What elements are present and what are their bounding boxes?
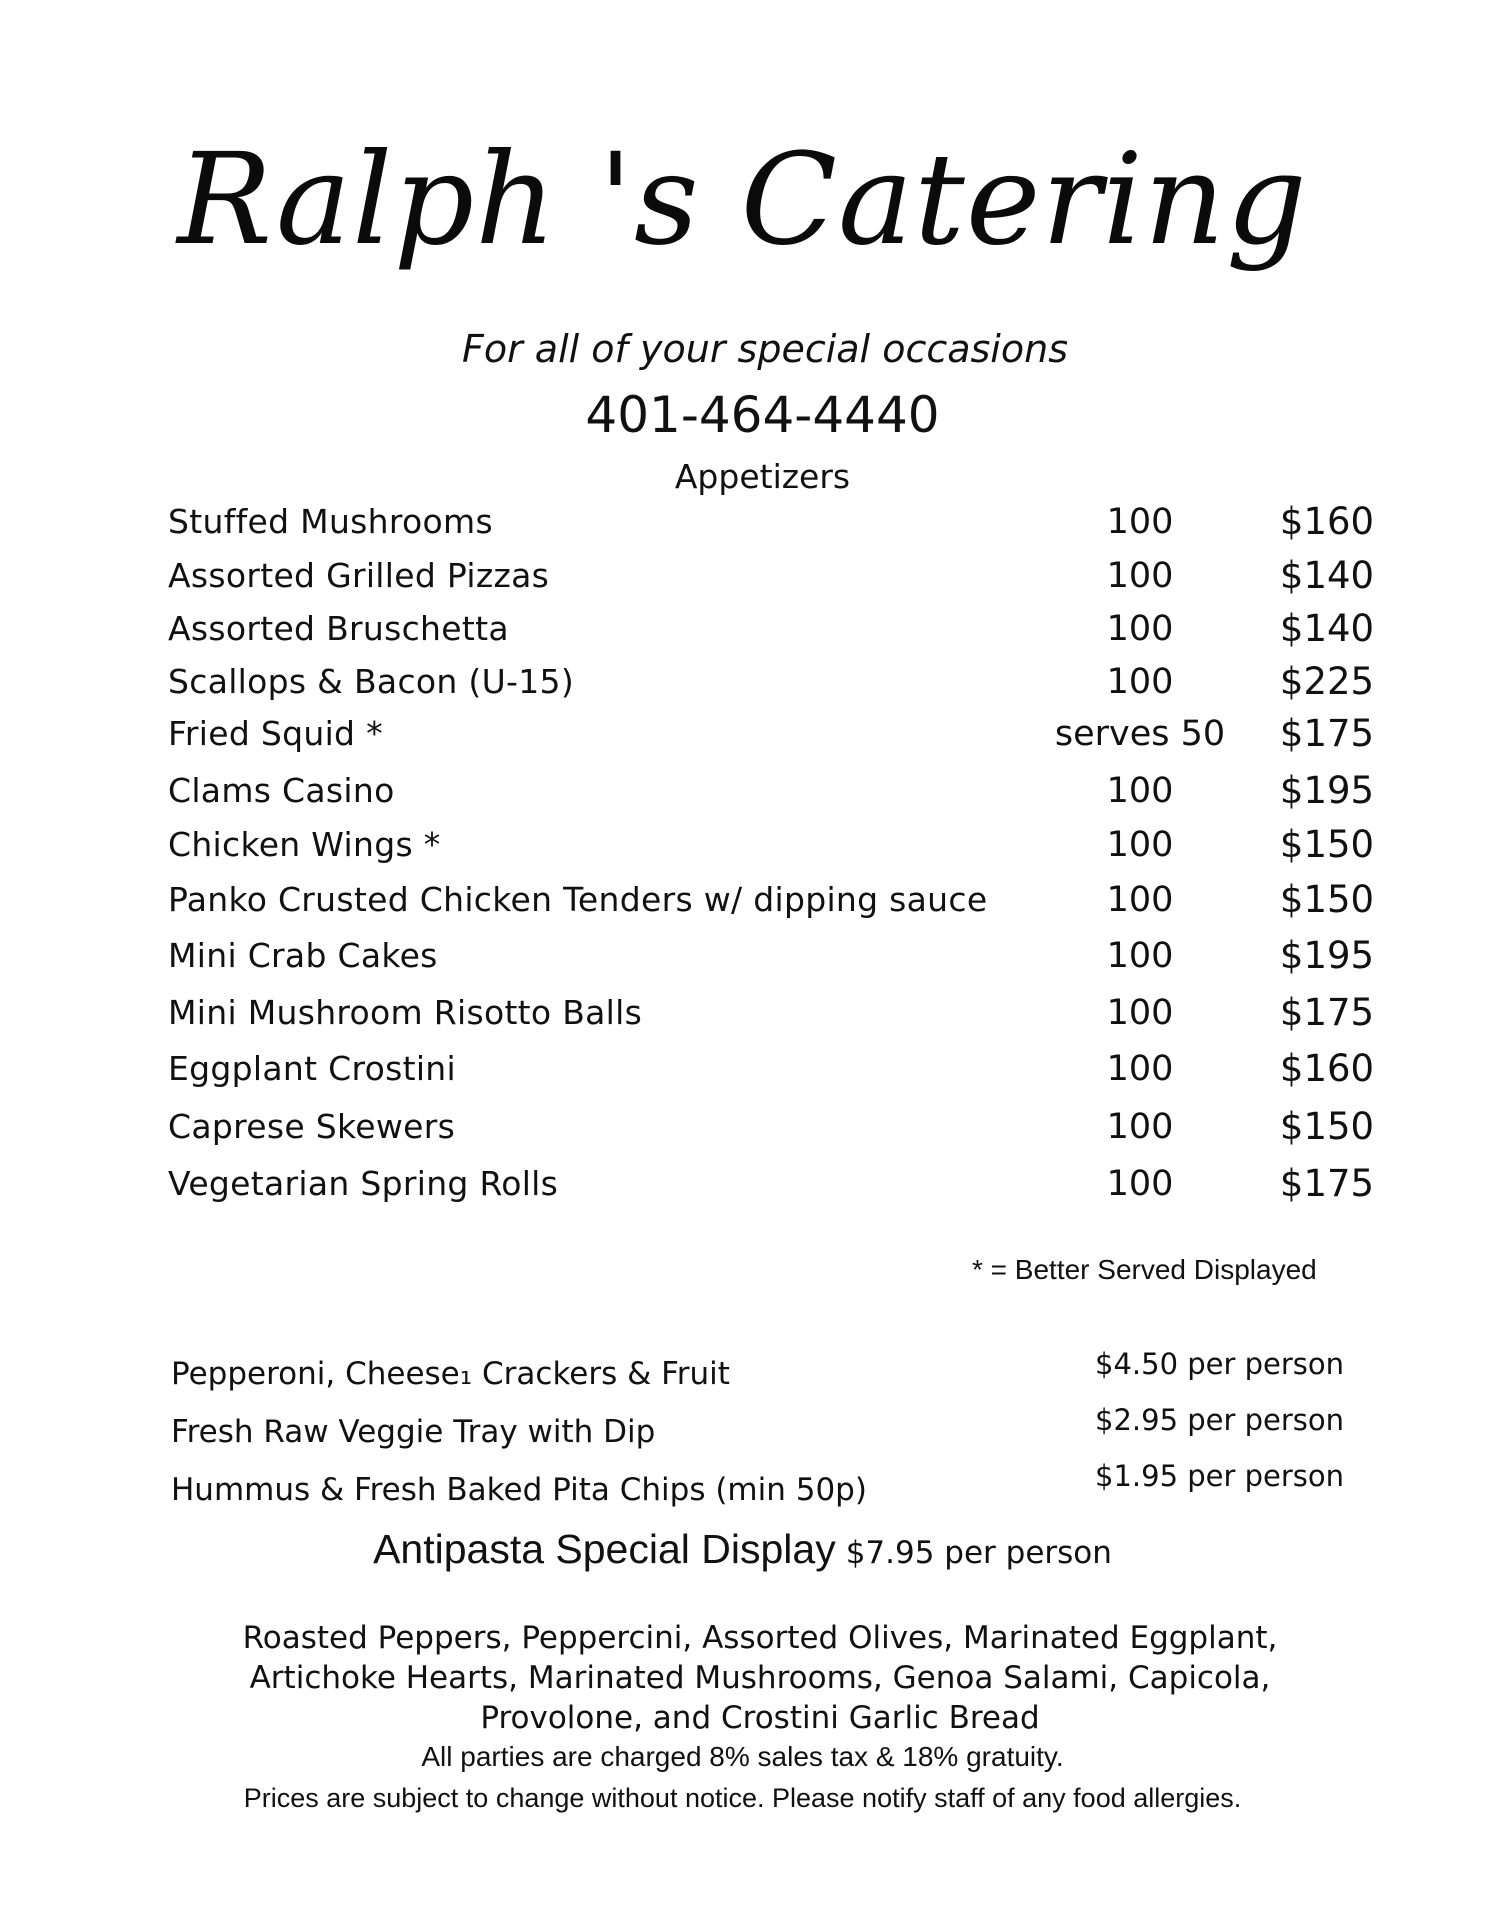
item-price: $150 <box>1279 878 1375 921</box>
item-quantity: 100 <box>1106 936 1174 976</box>
item-price: $140 <box>1279 554 1375 597</box>
item-quantity: 100 <box>1106 609 1174 649</box>
item-price: $175 <box>1279 712 1375 755</box>
item-name: Vegetarian Spring Rolls <box>168 1164 559 1203</box>
item-quantity: 100 <box>1106 1164 1174 1204</box>
item-name: Eggplant Crostini <box>168 1049 456 1088</box>
item-price: $195 <box>1279 769 1375 812</box>
item-name: Mini Mushroom Risotto Balls <box>168 993 643 1032</box>
item-price: $195 <box>1279 934 1375 977</box>
per-person-row <box>0 1347 1485 1396</box>
item-quantity: 100 <box>1106 1107 1174 1147</box>
per-person-item-price: $4.50 per person <box>1095 1347 1345 1381</box>
per-person-item-name: Fresh Raw Veggie Tray with Dip <box>171 1414 656 1450</box>
tagline: For all of your special occasions <box>462 327 1068 371</box>
item-quantity: 100 <box>1106 825 1174 865</box>
item-name: Fried Squid * <box>168 714 383 753</box>
item-name: Caprese Skewers <box>168 1107 456 1146</box>
item-name: Scallops & Bacon (U-15) <box>168 662 574 701</box>
tax-gratuity-note: All parties are charged 8% sales tax & 18% gratuity. <box>421 1741 1064 1772</box>
item-price: $150 <box>1279 823 1375 866</box>
antipasta-description: Roasted Peppers, Peppercini, Assorted Olives, Marinated Eggplant, Artichoke Hearts, Marinated Mushrooms, Genoa Salami, Capicola, Provolone, and Crostini Garlic Bread <box>242 1620 1278 1736</box>
item-price: $175 <box>1279 991 1375 1034</box>
antipasta-heading <box>0 1523 1485 1579</box>
per-person-item-name: Hummus & Fresh Baked Pita Chips (min 50p) <box>171 1472 867 1508</box>
item-price: $150 <box>1279 1105 1375 1148</box>
per-person-item-name: Pepperoni, Cheese₁ Crackers & Fruit <box>171 1356 730 1392</box>
item-price: $175 <box>1279 1162 1375 1205</box>
appetizers-heading: Appetizers <box>674 457 851 496</box>
antipasta-price: $7.95 per person <box>845 1535 1112 1571</box>
item-quantity: 100 <box>1106 1049 1174 1089</box>
item-price: $140 <box>1279 607 1375 650</box>
item-price: $225 <box>1279 660 1375 703</box>
item-quantity: 100 <box>1106 993 1174 1033</box>
item-name: Mini Crab Cakes <box>168 936 438 975</box>
item-name: Clams Casino <box>168 771 395 810</box>
per-person-row <box>0 1403 1485 1454</box>
phone-number: 401-464-4440 <box>585 386 940 444</box>
brand-name: Ralph 's Catering <box>177 126 1308 273</box>
better-served-note: * = Better Served Displayed <box>972 1254 1317 1285</box>
item-quantity: 100 <box>1106 662 1174 702</box>
per-person-item-price: $1.95 per person <box>1095 1459 1345 1493</box>
item-quantity: serves 50 <box>1054 714 1226 754</box>
item-quantity: 100 <box>1106 502 1174 542</box>
item-name: Stuffed Mushrooms <box>168 502 493 541</box>
item-name: Assorted Bruschetta <box>168 609 509 648</box>
antipasta-title: Antipasta Special Display <box>373 1526 836 1572</box>
item-price: $160 <box>1279 500 1375 543</box>
item-name: Chicken Wings * <box>168 825 441 864</box>
allergy-note: Prices are subject to change without notice. Please notify staff of any food allergies. <box>243 1783 1242 1813</box>
item-quantity: 100 <box>1106 771 1174 811</box>
item-quantity: 100 <box>1106 556 1174 596</box>
per-person-row <box>0 1459 1485 1512</box>
per-person-item-price: $2.95 per person <box>1095 1403 1345 1437</box>
item-price: $160 <box>1279 1047 1375 1090</box>
item-quantity: 100 <box>1106 880 1174 920</box>
item-name: Panko Crusted Chicken Tenders w/ dipping sauce <box>168 880 988 919</box>
item-name: Assorted Grilled Pizzas <box>168 556 550 595</box>
